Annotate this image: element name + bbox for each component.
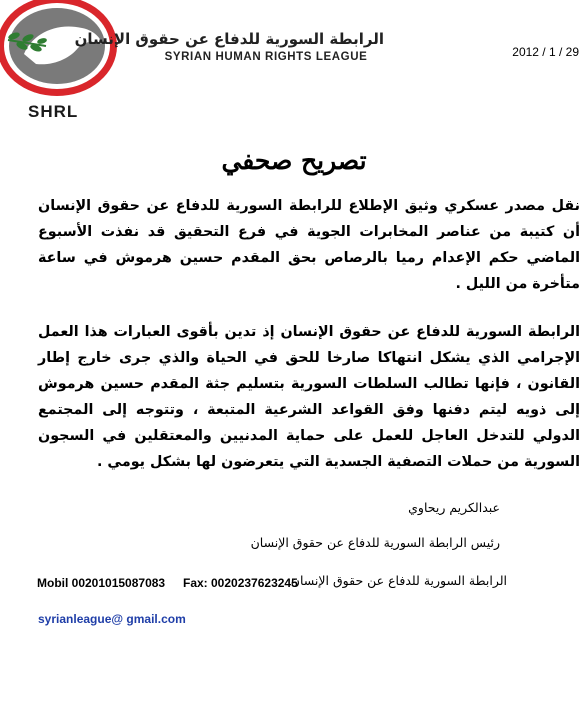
document-date: 2012 / 1 / 29: [512, 45, 579, 59]
dove-olive-branch-icon: [0, 0, 118, 100]
mobile-number: Mobil 00201015087083: [37, 576, 166, 590]
org-name-arabic: الرابطة السورية للدفاع عن حقوق الإنسان: [74, 30, 384, 48]
logo-abbreviation: SHRL: [28, 102, 79, 121]
statement-paragraph-1: نقل مصدر عسكري وثيق الإطلاع للرابطة السورية للدفاع عن حقوق الإنسان أن كتيبة من عناصر المخابرات الجوية في فرع التحقيق قد نفذت الأسبوع الماضي حكم الإعدام رميا بالرصاص بحق المقدم حسين هرموش في ساعة متأخرة من الليل .: [38, 198, 580, 292]
signer-name: عبدالكريم ريحاوي: [408, 500, 500, 515]
contact-line: [37, 573, 507, 591]
fax-number: Fax: 0020237623245: [183, 576, 298, 590]
signer-role: رئيس الرابطة السورية للدفاع عن حقوق الإنسان: [250, 535, 500, 550]
email-link[interactable]: syrianleague@ gmail.com: [38, 612, 186, 626]
footer-org-name: الرابطة السورية للدفاع عن حقوق الإنسان: [290, 573, 507, 588]
org-name-english: SYRIAN HUMAN RIGHTS LEAGUE: [164, 51, 368, 63]
statement-paragraph-2: الرابطة السورية للدفاع عن حقوق الإنسان إذ تدين بأقوى العبارات هذا العمل الإجرامي الذي يشكل انتهاكا صارخا للحق في الحياة والذي جرى خارج إطار القانون ، فإنها تطالب السلطات السورية بتسليم جثة المقدم حسين هرموش إلى ذويه ليتم دفنها وفق القواعد الشرعية المتبعة ، وتتوجه إلى المجتمع الدولي للتدخل العاجل للعمل على حماية المدنيين والمعتقلين في السجون السورية من حملات التصفية الجسدية التي يتعرضون لها بشكل يومي .: [38, 324, 580, 470]
document-title: تصريح صحفي: [221, 146, 367, 175]
league-logo: [0, 0, 118, 128]
